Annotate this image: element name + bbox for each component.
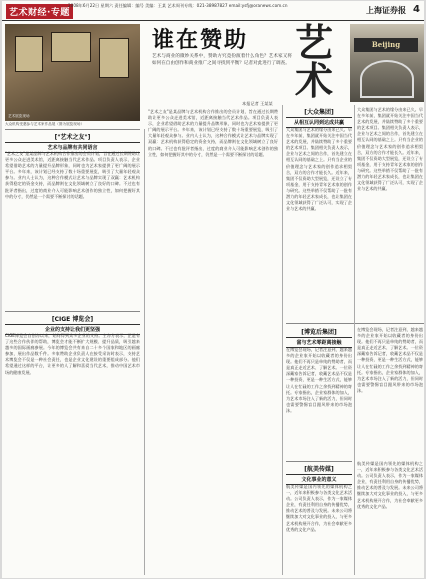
section-subtitle: 企业的支持让我们更坚强 (5, 324, 140, 335)
section-contemporary-body: 航美传媒是国内领先的媒体机构之一，近年来积极参与各类文化艺术活动。公司负责人表示，作为一家媒体企业，有责任利用自身的传播优势，推动艺术的普及与发展。未来公司将继续加大对文化事业的投入，与更多艺术机构展开合作，为社会奉献更多优秀的文化产品。 (286, 484, 352, 532)
artwork-frame (51, 32, 91, 62)
section-bracket: ["艺术之友"] (54, 134, 91, 141)
divider (5, 129, 140, 130)
big-art-characters (295, 20, 347, 103)
section-art-business-head (286, 327, 352, 348)
divider (286, 323, 424, 324)
section-bracket: [CIGE 博览会] (51, 316, 94, 323)
gallery-sign: Beijing (354, 38, 418, 52)
big-art-char: 术 (295, 58, 334, 103)
section-bracket: [博览后集团] (301, 329, 337, 336)
newspaper-page (2, 1, 424, 578)
section-subtitle: 艺术与品牌有共同语言 (5, 142, 140, 153)
column-divider (282, 105, 283, 575)
headline: 谁在赞助 (152, 27, 249, 53)
photo-inner-caption: 艺术展览现场 (8, 114, 30, 118)
big-art-char: 艺 (295, 20, 334, 65)
column-divider (354, 105, 355, 575)
divider (286, 461, 352, 462)
column-divider (144, 129, 145, 575)
section-contemporary-head (286, 464, 352, 485)
photo-caption: 大众机构受邀参与艺术家作品展（图为展览现场） (5, 122, 85, 126)
section-public-body: 大众集团与艺术的缘分由来已久。早在多年前，集团就开始关注中国当代艺术的发展，并陆续赞助了多个重要的艺术项目。集团相关负责人表示，企业与艺术之间的合作，首先建立在相互认同的基础之上。只有当企业的价值理念与艺术家的创作追求相契合，双方的合作才能长久。近年来，集团不仅资助大型展览，还设立了专项基金，用于支持青年艺术家的创作与研究。这些举措不仅帮助了一批有潜力的年轻艺术家成长，也让集团在文化领域获得了广泛认可，实现了企业与艺术的共赢。 (286, 127, 352, 212)
section-public-body-cont: 大众集团与艺术的缘分由来已久。早在多年前，集团就开始关注中国当代艺术的发展，并陆续赞助了多个重要的艺术项目。集团相关负责人表示，企业与艺术之间的合作，首先建立在相互认同的基础之上。只有当企业的价值理念与艺术家的创作追求相契合，双方的合作才能长久。近年来，集团不仅资助大型展览，还设立了专项基金，用于支持青年艺术家的创作与研究。这些举措不仅帮助了一批有潜力的年轻艺术家成长，也让集团在文化领域获得了广泛认可，实现了企业与艺术的共赢。 (357, 107, 423, 192)
paper-name: 上海证券报 (366, 5, 406, 15)
artwork-frame (15, 36, 43, 72)
section-bracket: [航美传媒] (304, 466, 334, 473)
section-subtitle: 富与艺术零距离接触 (286, 337, 352, 348)
section-art-business-body: 在博览会现场，记者注意到，越来越多的企业家开始以收藏者的身份出现。他们不再只是单纯的赞助者，而是真正走近艺术、了解艺术。一位资深藏家告诉记者，收藏艺术品不仅是一种投资，更是一种生活方式，能够让人在忙碌的工作之余找到精神的寄托。专家指出，企业家群体的加入，为艺术市场注入了新的活力，但同时也需要警惕盲目跟风带来的市场泡沫。 (286, 347, 352, 413)
divider (5, 311, 140, 312)
section-cige-head (5, 314, 140, 335)
section-public-head (286, 107, 352, 128)
exhibition-photo (5, 24, 140, 121)
issue-line: 2008年6月22日 星期六 责任编辑：编号 美编：王某 艺术周刊专线：021-38987827 email:ysfj@oranews.com.cn (68, 3, 288, 8)
section-tag: 艺术财经·专题 (6, 4, 73, 19)
middle-column-body: "艺术之友"是某品牌与艺术机构合作推出的会员计划，旨在通过长期赞助让更多公众走进美术馆，近距离接触当代艺术作品。项目负责人表示，企业希望借助艺术的力量提升品牌形象，同时也为艺术家提供了更广阔的展示平台。多年来，该计划已经支持了数十场重要展览，吸引了大量年轻观众参与。业内人士认为，这种合作模式让艺术与品牌实现了双赢：艺术机构获得稳定的资金支持，而品牌则在文化领域树立了良好的口碑。不过也有批评者指出，过度的商业介入可能影响艺术创作的独立性，如何把握好其中的分寸，仍然是一个需要不断探讨的话题。 (148, 109, 278, 157)
artwork-frame (99, 38, 129, 78)
section-bracket: [大众集团] (304, 109, 334, 116)
page-number: 4 (413, 4, 420, 15)
section-contemporary-body-cont: 航美传媒是国内领先的媒体机构之一，近年来积极参与各类文化艺术活动。公司负责人表示，作为一家媒体企业，有责任利用自身的传播优势，推动艺术的普及与发展。未来公司将继续加大对文化事业的投入，与更多艺术机构展开合作，为社会奉献更多优秀的文化产品。 (357, 461, 423, 509)
lead-paragraph: 艺术与商业的微妙关系中，赞助方究竟扮演着什么角色？艺术家又将如何在自由创作和商业推广之间寻找到平衡？记者对此进行了调查。 (152, 54, 292, 66)
author-byline: 本报记者 王某某 (242, 101, 273, 106)
section-subtitle: 文化事业的意义 (286, 474, 352, 485)
section-art-public-body: "艺术之友"是某品牌与艺术机构合作推出的会员计划，旨在通过长期赞助让更多公众走进美术馆，近距离接触当代艺术作品。项目负责人表示，企业希望借助艺术的力量提升品牌形象，同时也为艺术家提供了更广阔的展示平台。多年来，该计划已经支持了数十场重要展览，吸引了大量年轻观众参与。业内人士认为，这种合作模式让艺术与品牌实现了双赢：艺术机构获得稳定的资金支持，而品牌则在文化领域树立了良好的口碑。不过也有批评者指出，过度的商业介入可能影响艺术创作的独立性，如何把握好其中的分寸，仍然是一个需要不断探讨的话题。 (5, 151, 140, 199)
sculpture-shape (360, 60, 414, 98)
section-art-business-body-cont: 在博览会现场，记者注意到，越来越多的企业家开始以收藏者的身份出现。他们不再只是单纯的赞助者，而是真正走近艺术、了解艺术。一位资深藏家告诉记者，收藏艺术品不仅是一种投资，更是一种生活方式，能够让人在忙碌的工作之余找到精神的寄托。专家指出，企业家群体的加入，为艺术市场注入了新的活力，但同时也需要警惕盲目跟风带来的市场泡沫。 (357, 327, 423, 393)
gallery-photo (350, 24, 424, 102)
section-subtitle: 从相互认同到达成共赢 (286, 117, 352, 128)
section-cige-body: CIGE博览会自创办以来，始终得到众多企业的支持。主办方表示，正是有了这些合作伙伴的帮助，博览会才能不断扩大规模、提升品质，吸引越来越多的国际画廊参展。今年的博览会共有来自二十多个国家和地区的画廊参加，展出作品数千件。多家赞助企业负责人在接受采访时表示，支持艺术博览会不仅是一种社会责任，也是企业文化建设的重要组成部分。他们希望通过这样的平台，让更多的人了解和喜爱当代艺术，推动中国艺术市场的健康发展。 (5, 333, 140, 375)
section-art-public-head (5, 132, 140, 153)
masthead (2, 1, 424, 21)
